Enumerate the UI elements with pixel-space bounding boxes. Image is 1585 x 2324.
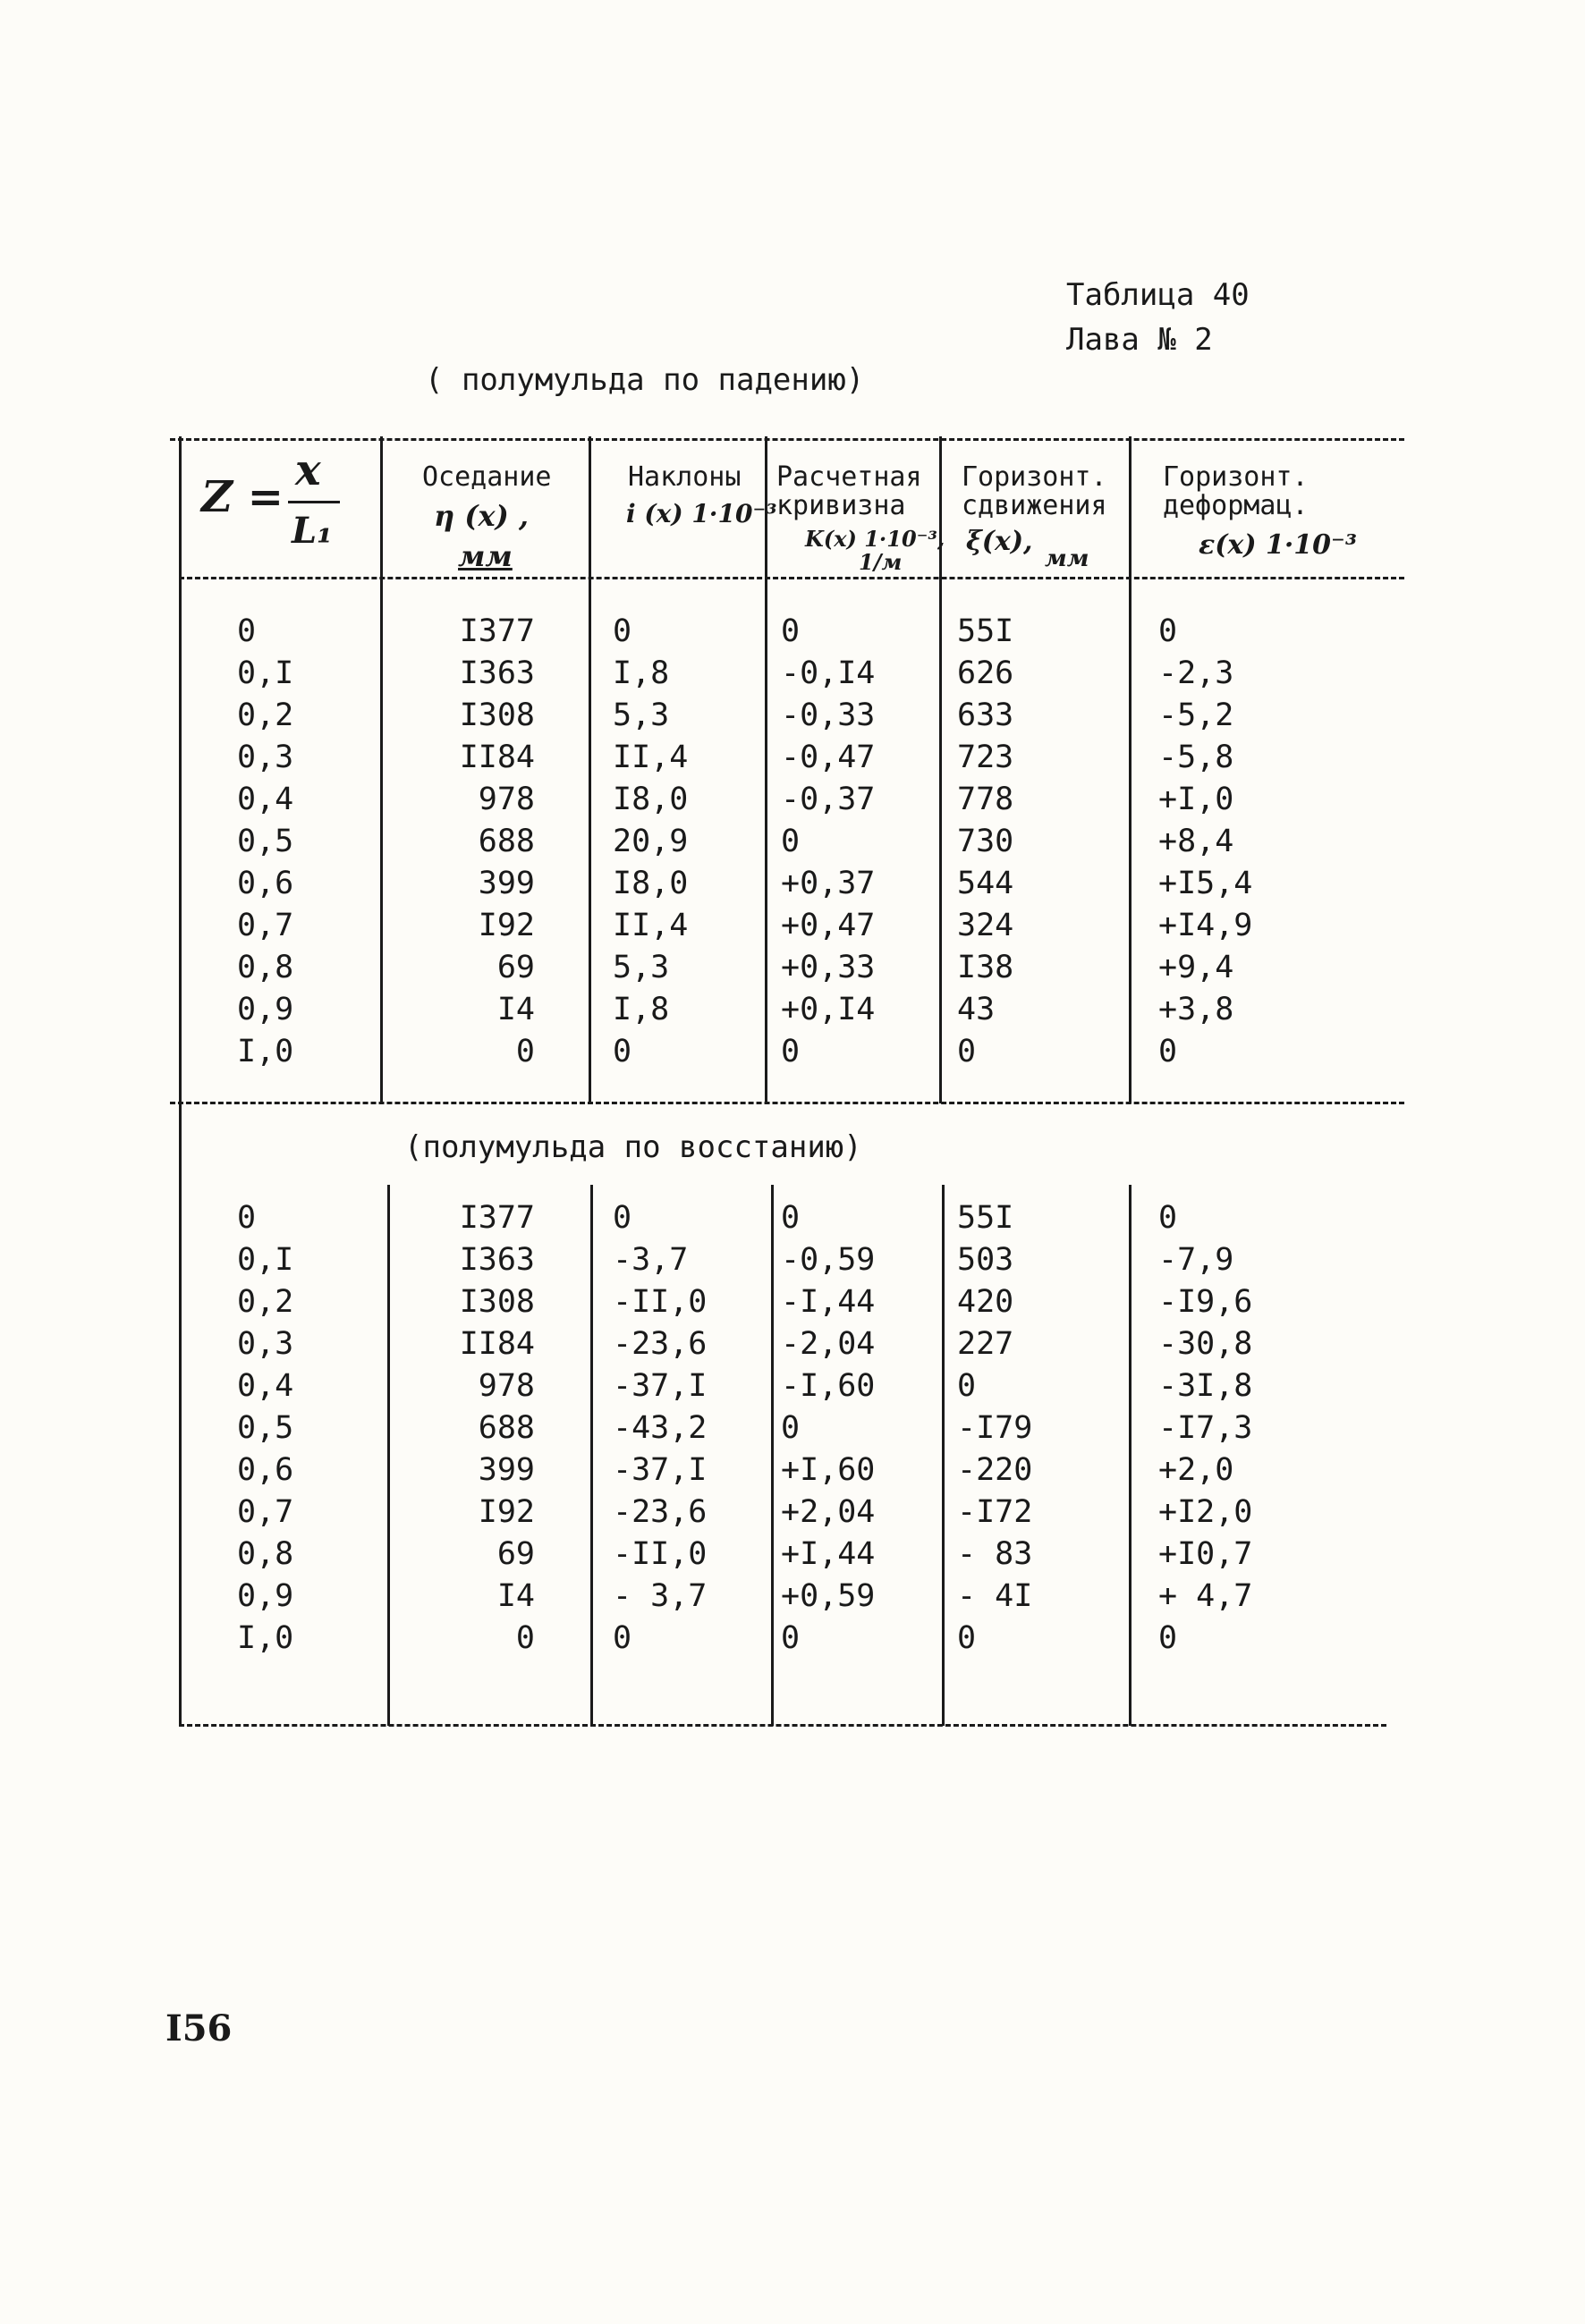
table-cell: II84 [459,739,535,775]
table-cell: I8,0 [613,782,689,817]
table-cell: - 83 [957,1536,1033,1572]
table-cell: +I5,4 [1158,866,1253,901]
table-cell: -3,7 [613,1242,689,1278]
table-cell: 0 [781,1200,801,1236]
table-cell: +0,47 [781,908,876,943]
header-curvature-line2: кривизна [776,490,906,521]
table-cell: 0,5 [237,1410,294,1446]
table-cell: -I7,3 [1158,1410,1253,1446]
table-cell: 0,I [237,1242,294,1278]
header-separator [179,577,1404,579]
table-cell: 43 [957,992,996,1027]
fraction-bar [288,501,340,503]
table-cell: -II,0 [613,1284,708,1320]
col-divider-2 [589,436,591,1103]
header-subsidence-unit: мм [458,539,513,573]
table-cell: 0 [781,613,801,649]
table-cell: 0 [781,1034,801,1069]
table-cell: 399 [478,866,535,901]
header-hdeform-symbol: ε(x) 1·10⁻³ [1199,529,1357,561]
table-cell: 0 [1158,1034,1178,1069]
header-subsidence-label: Оседание [422,461,552,493]
table-cell: +I4,9 [1158,908,1253,943]
col-divider-5-lower [1129,1185,1132,1726]
header-z-lhs: Z = [201,472,284,522]
table-cell: 626 [957,655,1014,691]
table-cell: 0 [781,1410,801,1446]
table-cell: 0,2 [237,697,294,733]
table-cell: 420 [957,1284,1014,1320]
col-divider-1 [380,436,383,1103]
table-cell: +I,60 [781,1452,876,1488]
table-cell: - 4I [957,1578,1033,1614]
table-cell: -0,47 [781,739,876,775]
table-cell: -43,2 [613,1410,708,1446]
table-cell: 0 [1158,1200,1178,1236]
table-cell: +I0,7 [1158,1536,1253,1572]
table-cell: I92 [478,908,535,943]
table-cell: 55I [957,613,1014,649]
table-cell: 5,3 [613,950,670,985]
table-cell: I8,0 [613,866,689,901]
table-cell: 20,9 [613,824,689,859]
table-cell: 0 [515,1034,535,1069]
header-curvature-line1: Расчетная [776,461,922,493]
table-cell: I363 [459,1242,535,1278]
table-cell: 55I [957,1200,1014,1236]
table-cell: -2,3 [1158,655,1234,691]
table-cell: 0,4 [237,782,294,817]
table-cell: -I,44 [781,1284,876,1320]
table-cell: 730 [957,824,1014,859]
table-cell: 0 [237,613,257,649]
table-cell: -I72 [957,1494,1033,1530]
page-number: I56 [165,2007,233,2049]
table-cell: 5,3 [613,697,670,733]
col-divider-5 [1129,436,1132,1103]
table-cell: 633 [957,697,1014,733]
table-cell: +2,04 [781,1494,876,1530]
table-cell: 978 [478,1368,535,1404]
table-cell: -5,8 [1158,739,1234,775]
table-cell: 0,9 [237,992,294,1027]
table-cell: -23,6 [613,1326,708,1362]
header-curvature-symbol: K(x) 1·10⁻³, [805,526,945,552]
table-cell: -7,9 [1158,1242,1234,1278]
table-cell: I377 [459,613,535,649]
table-cell: I,0 [237,1034,294,1069]
table-cell: -0,59 [781,1242,876,1278]
table-cell: 0,3 [237,739,294,775]
header-hshift-unit: мм [1045,545,1089,572]
table-cell: +8,4 [1158,824,1234,859]
table-cell: I,8 [613,655,670,691]
table-cell: -23,6 [613,1494,708,1530]
table-cell: 0,3 [237,1326,294,1362]
table-cell: 0,2 [237,1284,294,1320]
header-hshift-symbol: ξ(x), [966,526,1033,557]
table-cell: 0 [1158,613,1178,649]
table-title: Таблица 40 [1066,277,1250,313]
section2-label: (полумульда по восстанию) [404,1129,862,1165]
section1-label: ( полумульда по падению) [425,362,865,398]
table-cell: I,0 [237,1620,294,1656]
table-cell: I363 [459,655,535,691]
table-cell: 0,9 [237,1578,294,1614]
table-cell: +3,8 [1158,992,1234,1027]
table-cell: 227 [957,1326,1014,1362]
col-divider-4-lower [942,1185,945,1726]
table-cell: 0 [613,1034,632,1069]
header-hshift-line2: сдвижения [962,490,1107,521]
table-cell: -0,37 [781,782,876,817]
table-cell: 399 [478,1452,535,1488]
table-cell: 0,5 [237,824,294,859]
header-subsidence-symbol: η (x) , [434,499,530,533]
table-cell: I38 [957,950,1014,985]
table-cell: 0 [613,1200,632,1236]
table-cell: -2,04 [781,1326,876,1362]
table-bottom-border [179,1724,1386,1727]
table-cell: +0,37 [781,866,876,901]
table-cell: 544 [957,866,1014,901]
header-hshift-line1: Горизонт. [962,461,1107,493]
table-cell: -37,I [613,1368,708,1404]
table-cell: I92 [478,1494,535,1530]
table-cell: 978 [478,782,535,817]
table-cell: -3I,8 [1158,1368,1253,1404]
table-cell: +0,I4 [781,992,876,1027]
header-tilts-label: Наклоны [628,461,742,493]
col-divider-left [179,436,182,1103]
col-divider-3-lower [771,1185,774,1726]
table-cell: 688 [478,1410,535,1446]
table-cell: II84 [459,1326,535,1362]
table-cell: 0 [237,1200,257,1236]
table-cell: +0,59 [781,1578,876,1614]
table-subtitle: Лава № 2 [1066,322,1213,358]
header-hdeform-line2: деформац. [1163,490,1309,521]
table-cell: -I9,6 [1158,1284,1253,1320]
table-cell: 0 [781,824,801,859]
table-cell: -5,2 [1158,697,1234,733]
table-cell: -I79 [957,1410,1033,1446]
table-cell: 0,4 [237,1368,294,1404]
table-cell: 324 [957,908,1014,943]
table-cell: +9,4 [1158,950,1234,985]
table-cell: 0,7 [237,908,294,943]
table-cell: +0,33 [781,950,876,985]
table-cell: 69 [496,950,535,985]
table-cell: I,8 [613,992,670,1027]
header-tilts-symbol: i (x) 1·10⁻³ [626,499,777,528]
col-divider-left-lower [179,1103,182,1726]
table-cell: I4 [496,1578,535,1614]
table-cell: 778 [957,782,1014,817]
table-cell: 0 [957,1368,977,1404]
table-cell: 0 [515,1620,535,1656]
col-divider-2-lower [590,1185,593,1726]
table-cell: -220 [957,1452,1033,1488]
header-hdeform-line1: Горизонт. [1163,461,1309,493]
table-cell: I4 [496,992,535,1027]
table-cell: 0 [781,1620,801,1656]
table-cell: 0,6 [237,1452,294,1488]
section-separator [170,1102,1404,1104]
table-cell: -0,33 [781,697,876,733]
table-cell: 0 [613,1620,632,1656]
table-cell: 723 [957,739,1014,775]
header-z-den: L₁ [292,510,333,552]
table-cell: - 3,7 [613,1578,708,1614]
table-cell: 0 [613,613,632,649]
table-cell: -II,0 [613,1536,708,1572]
header-curvature-unit: 1/м [859,549,903,575]
table-cell: I308 [459,1284,535,1320]
table-cell: -37,I [613,1452,708,1488]
table-cell: 0,8 [237,1536,294,1572]
table-top-border [170,438,1404,441]
table-cell: +2,0 [1158,1452,1234,1488]
table-cell: 0 [1158,1620,1178,1656]
header-z-num: x [295,445,321,495]
table-cell: + 4,7 [1158,1578,1253,1614]
table-cell: I377 [459,1200,535,1236]
table-cell: -I,60 [781,1368,876,1404]
table-cell: 0 [957,1620,977,1656]
table-cell: I308 [459,697,535,733]
table-cell: 0,8 [237,950,294,985]
table-cell: 69 [496,1536,535,1572]
table-cell: 0,6 [237,866,294,901]
table-cell: 0,I [237,655,294,691]
table-cell: +I2,0 [1158,1494,1253,1530]
table-cell: 0,7 [237,1494,294,1530]
table-cell: -0,I4 [781,655,876,691]
table-cell: 503 [957,1242,1014,1278]
table-cell: -30,8 [1158,1326,1253,1362]
table-cell: 0 [957,1034,977,1069]
table-cell: +I,0 [1158,782,1234,817]
table-cell: 688 [478,824,535,859]
table-cell: +I,44 [781,1536,876,1572]
table-cell: II,4 [613,908,689,943]
col-divider-1-lower [387,1185,390,1726]
table-cell: II,4 [613,739,689,775]
col-divider-3 [765,436,767,1103]
